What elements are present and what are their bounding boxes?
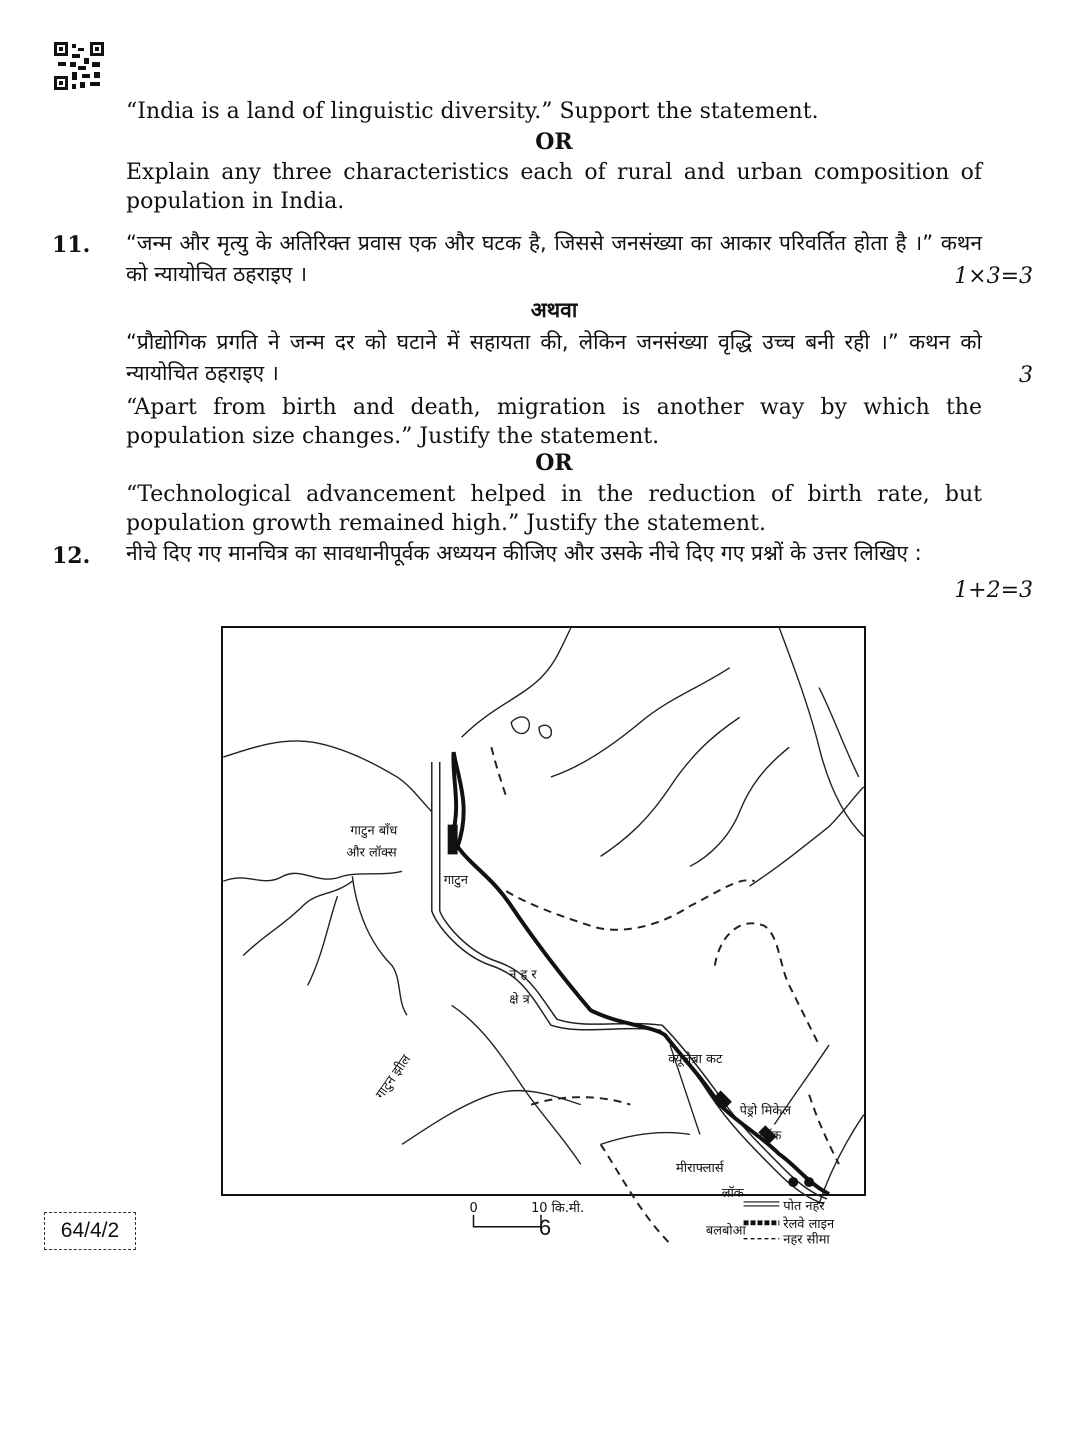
scale-ten-km: 10 कि.मी. [531,1200,585,1216]
coastline [223,741,432,812]
q10-alternative: Explain any three characteristics each of rural and urban composition of population in India. [126,160,982,214]
river [601,717,740,856]
q11-english-alt: “Technological advancement helped in the reduction of birth rate, but population growth remained high.” Justify the statement. [126,482,982,536]
town-dot [804,1177,814,1187]
map-figure [223,628,864,1248]
map-label-gatun-locks: और लॉक्स [346,845,397,861]
map-label-gatun: गाटुन [443,873,468,889]
legend-railway: रेलवे लाइन [783,1216,835,1232]
river [690,747,789,866]
legend-ship-canal: पोत नहर [783,1198,825,1214]
scale-zero: 0 [469,1200,478,1216]
q12-number: 12. [52,543,91,569]
page-number: 6 [538,1215,552,1240]
q10-or: OR [535,129,573,155]
canal-boundary [601,1144,671,1243]
locks-marker [448,825,458,855]
canal-boundary [531,1097,630,1104]
q11-english-main: “Apart from birth and death, migration is another way by which the population size changes.” Justify the statement. [126,395,982,449]
locks-marker [714,1091,732,1109]
town-dot [788,1177,798,1187]
q12-marks: 1+2=3 [954,578,1033,603]
river [462,628,571,737]
river [243,881,352,955]
paper-code: 64/4/2 [44,1212,136,1250]
canal-boundary [715,923,819,1045]
map-label-miraflores-lock: लॉक [721,1185,744,1201]
map-label-balboa: बलबोआ [705,1223,746,1239]
q11-marks-alt: 3 [1019,363,1033,388]
q11-athva: अथवा [530,298,578,322]
map-label-culebra-cut: क्यूलेब्रा कट [668,1051,723,1067]
map-label-gatun-lake: गाटुन झील [373,1052,415,1102]
map-label-gatun-dam: गाटुन बाँध [350,823,398,839]
map-label-canal-zone-2: क्षे त्र [509,992,530,1008]
canal-boundary [809,1095,839,1165]
q11-marks: 1×3=3 [954,264,1033,289]
map-label-pedro-miguel: पेड्रो मिकेल [739,1103,791,1119]
q11-number: 11. [52,232,91,258]
q10-statement: “India is a land of linguistic diversity.” Support the statement. [126,99,819,124]
river [223,871,402,881]
map-label-canal-zone-1: न ह र [509,967,537,983]
river [352,876,407,1015]
map-label-miraflores: मीराफ्लार्स [676,1161,724,1177]
island [539,725,551,738]
canal-boundary [491,747,506,797]
canal-boundary [506,880,754,930]
river [551,668,730,777]
panama-canal-map [221,626,866,1248]
map-legend [744,1198,835,1248]
q12-hindi: नीचे दिए गए मानचित्र का सावधानीपूर्वक अध्ययन कीजिए और उसके नीचे दिए गए प्रश्नों के उत्तर लिखिए : [126,541,922,565]
river [779,628,863,837]
map-label-pedro-lock: लॉक [759,1128,782,1144]
island [511,717,529,734]
river [452,1005,581,1164]
q11-or: OR [535,450,573,476]
q11-hindi-main: “जन्म और मृत्यु के अतिरिक्त प्रवास एक और घटक है, जिससे जनसंख्या का आकार परिवर्तित होता है ।” कथन को न्यायोचित ठहराइए । [126,231,982,286]
q11-hindi-alt: “प्रौद्योगिक प्रगति ने जन्म दर को घटाने में सहायता की, लेकिन जनसंख्या वृद्धि उच्च बनी रही ।” कथन को न्यायोचित ठहराइए । [126,330,982,385]
river [750,787,864,886]
river [819,688,859,777]
qr-code [54,42,104,90]
river [308,896,338,985]
river [601,1132,690,1144]
legend-canal-boundary: नहर सीमा [783,1232,830,1248]
river [402,1091,581,1145]
